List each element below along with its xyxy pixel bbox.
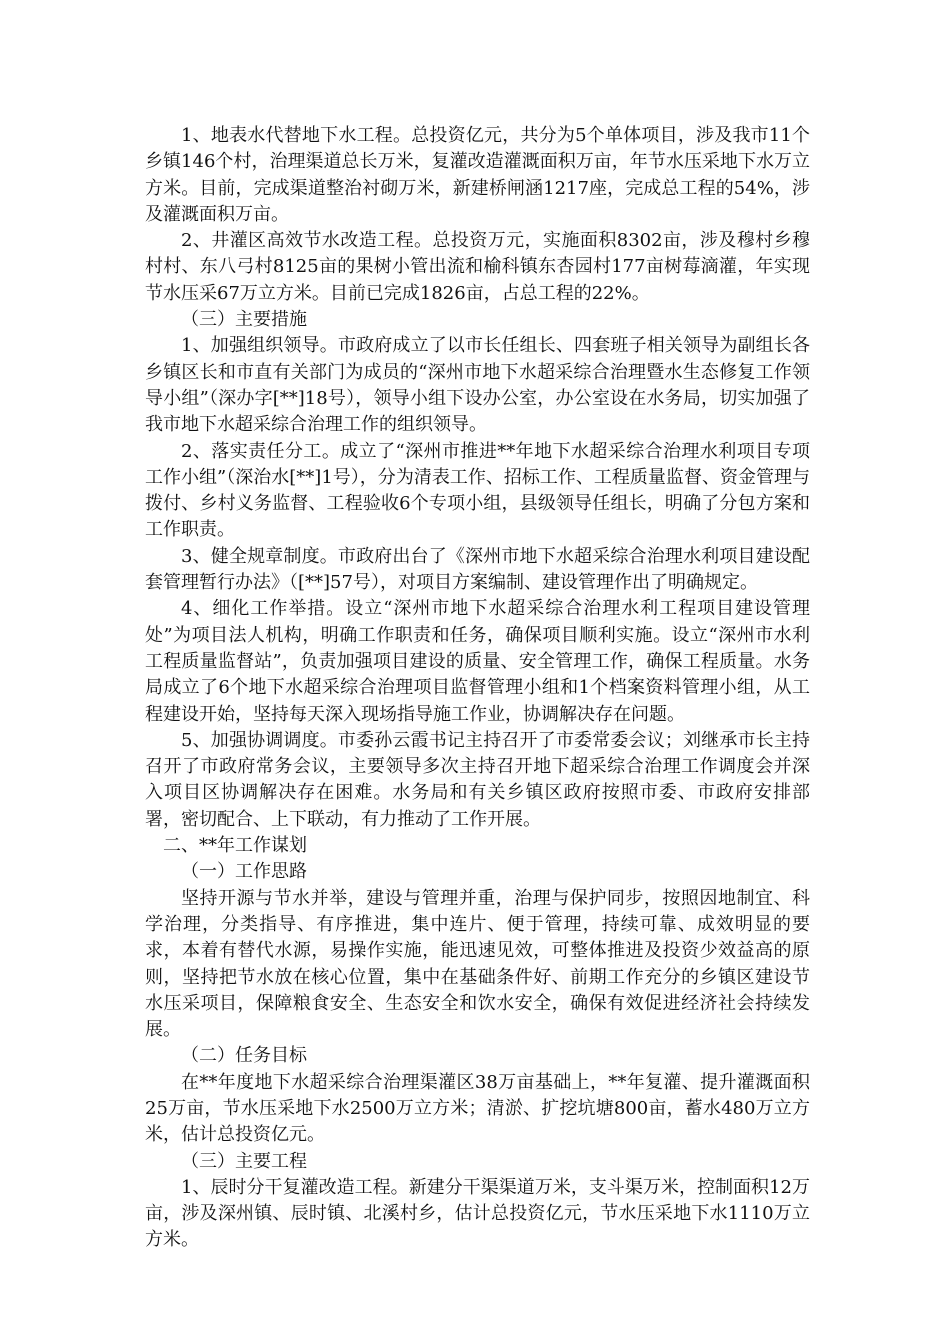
- document-body: [145, 123, 810, 1254]
- paragraph-task-goals: 在**年度地下水超采综合治理渠灌区38万亩基础上，**年复灌、提升灌溉面积25万亩，节水压采地下水2500万立方米；清淤、扩挖坑塘800亩，蓄水480万立方米，估计总投资亿元。: [145, 1071, 810, 1146]
- heading-task-goals: （二）任务目标: [181, 1045, 307, 1067]
- heading-work-plan: 二、**年工作谋划: [163, 835, 307, 857]
- paragraph-work-measures: 4、细化工作举措。设立“深州市地下水超采综合治理水利工程项目建设管理处”为项目法人机构，明确工作职责和任务，确保项目顺利实施。设立“深州市水利工程质量监督站”，负责加强项目建设的质量、安全管理工作，确保工程质量。水务局成立了6个地下水超采综合治理项目监督管理小组和1个档案资料管理小组，从工程建设开始，坚持每天深入现场指导施工作业，协调解决存在问题。: [145, 598, 810, 725]
- paragraph-work-approach: 坚持开源与节水并举，建设与管理并重，治理与保护同步，按照因地制宜、科学治理，分类指导、有序推进，集中连片、便于管理，持续可靠、成效明显的要求，本着有替代水源，易操作实施，能迅速见效，可整体推进及投资少效益高的原则，坚持把节水放在核心位置，集中在基础条件好、前期工作充分的乡镇区建设节水压采项目，保障粮食安全、生态安全和饮水安全，确保有效促进经济社会持续发展。: [145, 887, 810, 1041]
- heading-main-projects: （三）主要工程: [181, 1150, 307, 1172]
- paragraph-coordination: 5、加强协调调度。市委孙云霞书记主持召开了市委常委会议；刘继承市长主持召开了市政府常务会议，主要领导多次主持召开地下超采综合治理工作调度会并深入项目区协调解决存在困难。水务局和有关乡镇区政府按照市委、市政府安排部署，密切配合、上下联动，有力推动了工作开展。: [145, 729, 810, 830]
- heading-work-approach: （一）工作思路: [181, 861, 307, 883]
- paragraph-chenshi-project: 1、辰时分干复灌改造工程。新建分干渠渠道万米，支斗渠万米，控制面积12万亩，涉及深州镇、辰时镇、北溪村乡，估计总投资亿元，节水压采地下水1110万立方米。: [145, 1176, 810, 1251]
- heading-main-measures: （三）主要措施: [181, 309, 307, 331]
- paragraph-surface-water-project: 1、地表水代替地下水工程。总投资亿元，共分为5个单体项目，涉及我市11个乡镇146个村，治理渠道总长万米，复灌改造灌溉面积万亩，年节水压采地下水万立方米。目前，完成渠道整治衬砌万米，新建桥闸涵1217座，完成总工程的54%，涉及灌溉面积万亩。: [145, 125, 810, 225]
- paragraph-organization-leadership: 1、加强组织领导。市政府成立了以市长任组长、四套班子相关领导为副组长各乡镇区长和市直有关部门为成员的“深州市地下水超采综合治理暨水生态修复工作领导小组”（深办字[**]18号），领导小组下设办公室，办公室设在水务局，切实加强了我市地下水超采综合治理工作的组织领导。: [145, 335, 810, 436]
- paragraph-rules-regulations: 3、健全规章制度。市政府出台了《深州市地下水超采综合治理水利项目建设配套管理暂行办法》（[**]57号），对项目方案编制、建设管理作出了明确规定。: [145, 545, 810, 594]
- paragraph-well-irrigation-project: 2、井灌区高效节水改造工程。总投资万元，实施面积8302亩，涉及穆村乡穆村村、东八弓村8125亩的果树小管出流和榆科镇东杏园村177亩树莓滴灌，年实现节水压采67万立方米。目前已完成1826亩，占总工程的22%。: [145, 230, 810, 304]
- paragraph-responsibility-division: 2、落实责任分工。成立了“深州市推进**年地下水超采综合治理水利项目专项工作小组”（深治水[**]1号），分为清表工作、招标工作、工程质量监督、资金管理与拨付、乡村义务监督、工程验收6个专项小组，县级领导任组长，明确了分包方案和工作职责。: [145, 440, 810, 541]
